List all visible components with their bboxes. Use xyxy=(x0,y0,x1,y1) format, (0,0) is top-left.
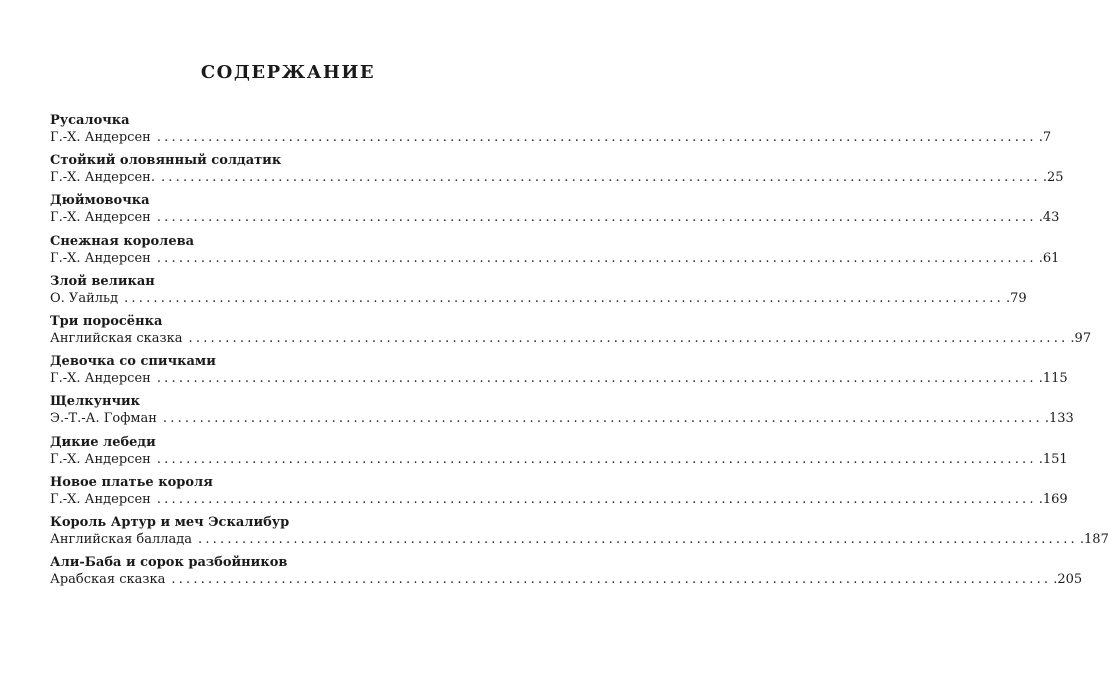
entry-author: Г.-Х. Андерсен xyxy=(50,451,151,467)
entry-author: О. Уайльд xyxy=(50,290,119,306)
entry-title: Русалочка xyxy=(50,113,130,128)
dot-leader: ........................................................................................................................ xyxy=(156,250,1037,266)
entry-page-number: .205 xyxy=(1053,572,1083,588)
entry-author: Э.-Т.-А. Гофман xyxy=(50,411,157,427)
toc-entry xyxy=(50,273,1027,313)
dot-leader: ........................................................................................................................ xyxy=(156,130,1037,145)
entry-line xyxy=(50,491,1068,509)
dot-leader: ........................................................................................................................ xyxy=(188,330,1069,346)
entry-author: Г.-Х. Андерсен. xyxy=(50,170,155,186)
entry-title: Три поросёнка xyxy=(50,313,163,329)
entry-page-number: .43 xyxy=(1038,210,1060,226)
entry-line xyxy=(50,370,1068,388)
entry-title: Дикие лебеди xyxy=(50,434,156,450)
toc-entry xyxy=(50,434,1068,474)
toc-entry xyxy=(50,233,1060,273)
entry-page-number: .61 xyxy=(1038,250,1060,266)
entry-author: Арабская сказка xyxy=(50,572,166,588)
toc-entry xyxy=(50,152,1064,192)
entry-author: Г.-Х. Андерсен xyxy=(50,371,151,387)
entry-title: Снежная королева xyxy=(50,233,195,249)
entry-line xyxy=(50,571,1083,589)
entry-line xyxy=(50,451,1068,469)
dot-leader: ........................................................................................................................ xyxy=(124,290,1004,306)
entry-page-number: .79 xyxy=(1005,290,1027,306)
entry-line xyxy=(50,410,1074,428)
dot-leader: ........................................................................................................................ xyxy=(156,371,1037,387)
entry-page-number: .133 xyxy=(1044,411,1074,427)
table-of-contents xyxy=(50,112,1109,594)
toc-entry xyxy=(50,514,1109,554)
entry-author: Английская сказка xyxy=(50,330,183,346)
entry-page-number: .25 xyxy=(1042,170,1064,186)
entry-author: Г.-Х. Андерсен xyxy=(50,491,151,507)
entry-line xyxy=(50,330,1092,348)
toc-entry xyxy=(50,192,1060,232)
dot-leader: ........................................................................................................................ xyxy=(156,210,1037,226)
entry-line xyxy=(50,290,1027,308)
toc-entry xyxy=(50,474,1068,514)
entry-author: Г.-Х. Андерсен xyxy=(50,250,151,266)
entry-title: Злой великан xyxy=(50,273,155,289)
toc-entry xyxy=(50,313,1092,353)
entry-title: Щелкунчик xyxy=(50,394,141,410)
entry-author: Г.-Х. Андерсен xyxy=(50,210,151,226)
entry-page-number: .115 xyxy=(1038,371,1068,387)
entry-page-number: .187 xyxy=(1079,531,1109,547)
entry-page-number: .169 xyxy=(1038,491,1068,507)
entry-page-number: .97 xyxy=(1070,330,1092,346)
entry-title: Новое платье короля xyxy=(50,474,213,490)
entry-author: Г.-Х. Андерсен xyxy=(50,130,151,145)
entry-title: Девочка со спичками xyxy=(50,354,216,370)
dot-leader: ........................................................................................................................ xyxy=(162,411,1043,427)
dot-leader: ........................................................................................................................ xyxy=(160,170,1041,186)
entry-line xyxy=(50,250,1060,268)
toc-entry xyxy=(50,353,1068,393)
entry-author: Английская баллада xyxy=(50,531,192,547)
dot-leader: ........................................................................................................................ xyxy=(198,531,1078,547)
dot-leader: ........................................................................................................................ xyxy=(156,451,1037,467)
entry-title: Король Артур и меч Эскалибур xyxy=(50,514,290,530)
page-title: СОДЕРЖАНИЕ xyxy=(200,62,376,83)
entry-line xyxy=(50,129,1052,147)
entry-page-number: .151 xyxy=(1038,451,1068,467)
entry-title: Дюймовочка xyxy=(50,193,150,209)
toc-entry xyxy=(50,393,1074,433)
toc-entry xyxy=(50,554,1083,594)
entry-title: Али-Баба и сорок разбойников xyxy=(50,555,288,571)
toc-entry xyxy=(50,112,1052,152)
entry-line xyxy=(50,169,1064,187)
dot-leader: ........................................................................................................................ xyxy=(156,491,1037,507)
entry-line xyxy=(50,209,1060,227)
entry-title: Стойкий оловянный солдатик xyxy=(50,153,282,169)
entry-page-number: .7 xyxy=(1038,130,1052,145)
entry-line xyxy=(50,531,1109,549)
dot-leader: ........................................................................................................................ xyxy=(171,572,1052,588)
